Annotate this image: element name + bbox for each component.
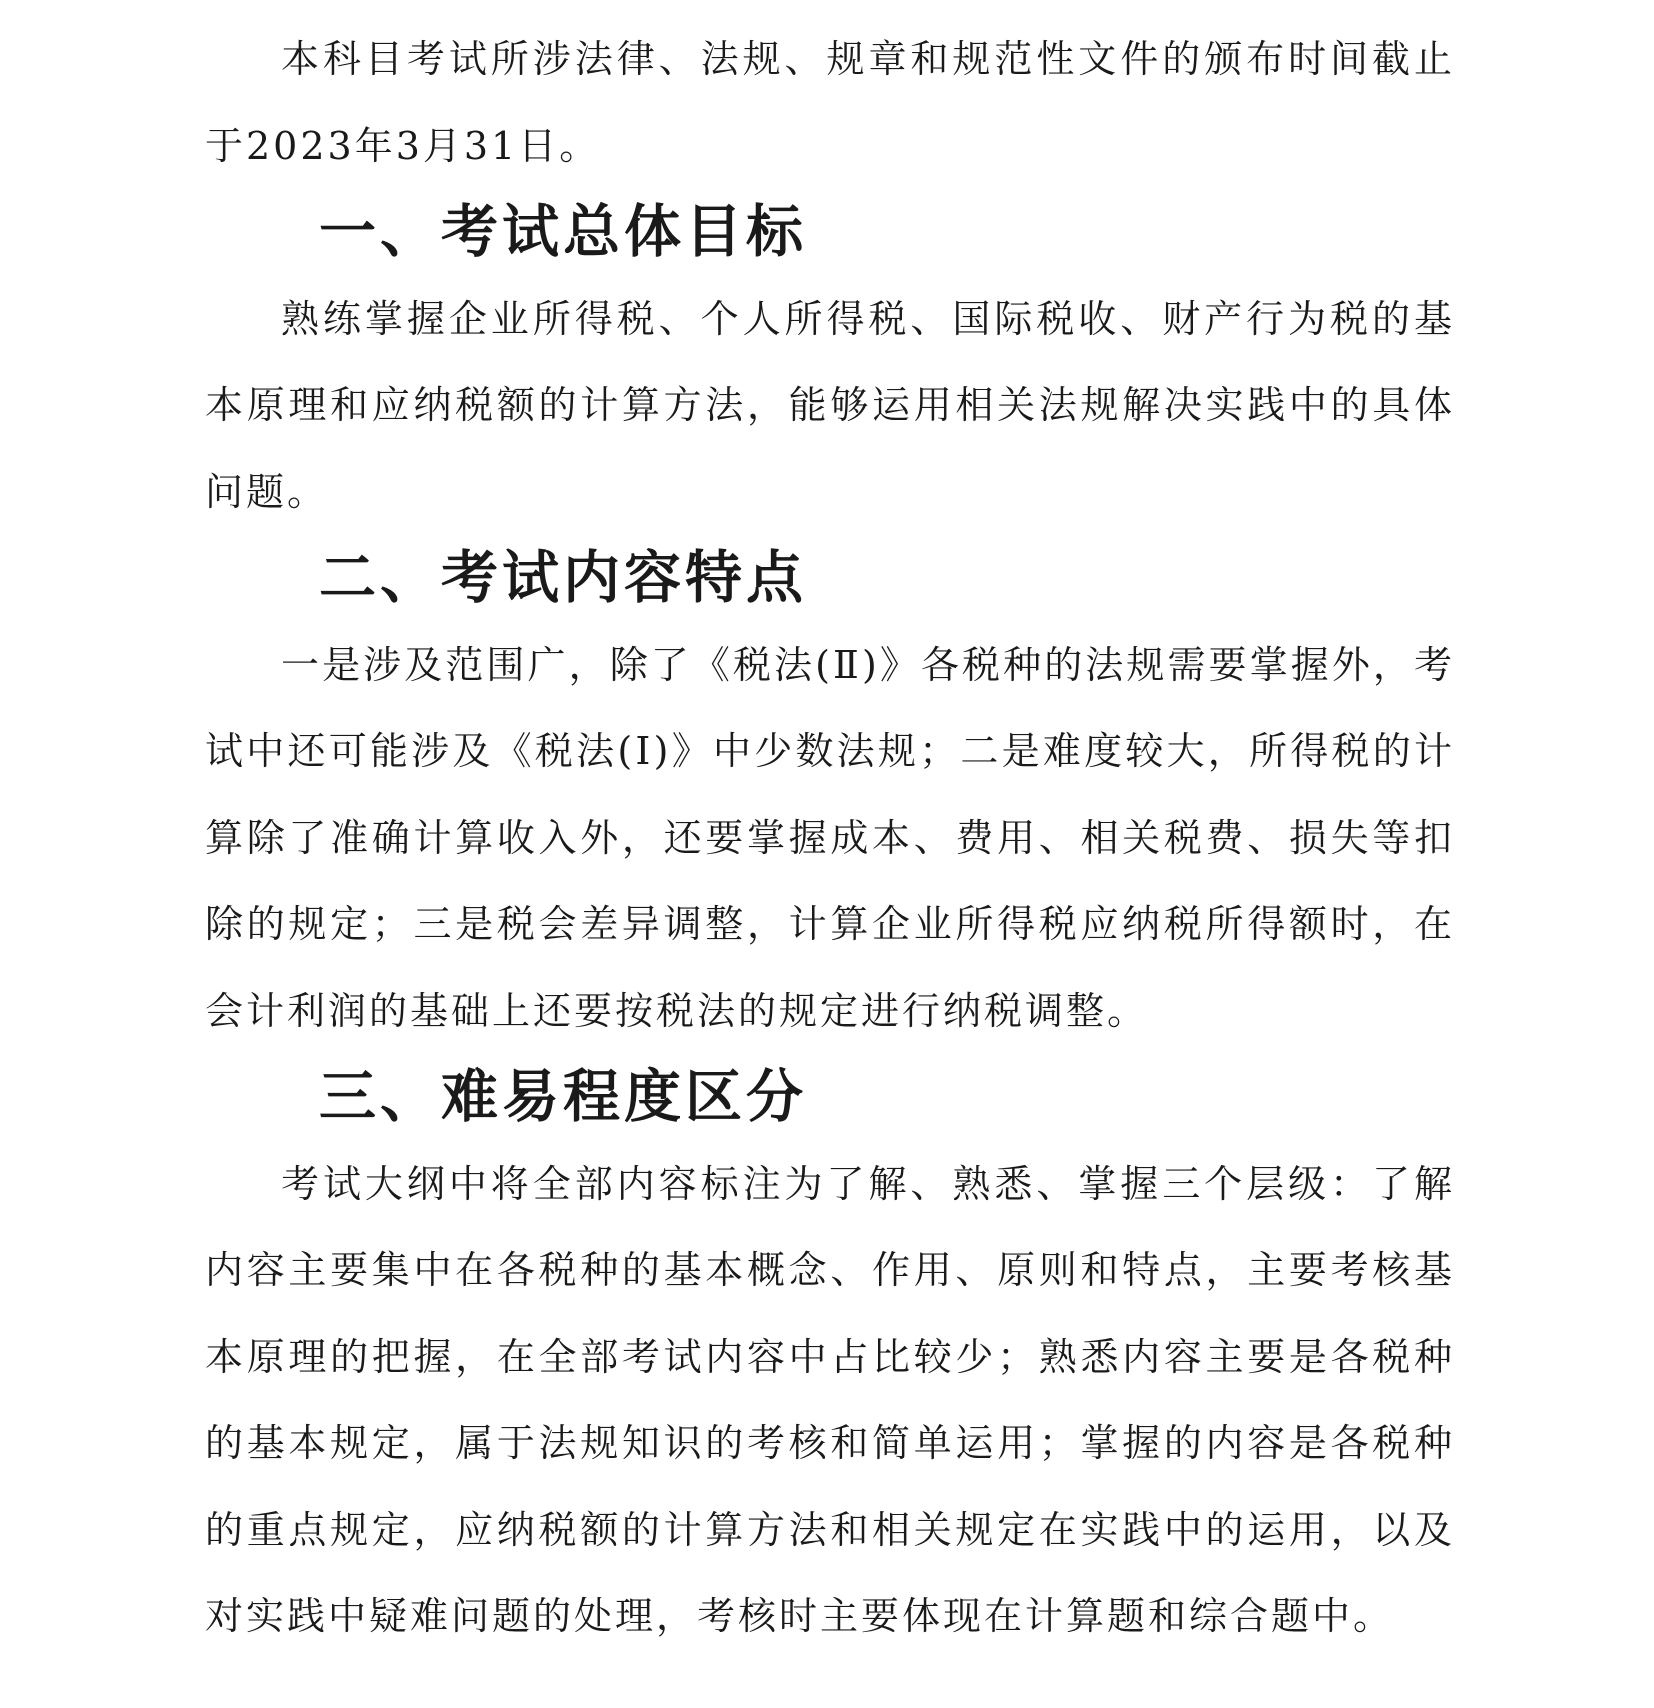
section-body-overall-goal: 熟练掌握企业所得税、个人所得税、国际税收、财产行为税的基本原理和应纳税额的计算方法，能够运用相关法规解决实践中的具体问题。	[205, 296, 1455, 514]
section-heading-content-features: 二、考试内容特点	[319, 545, 807, 611]
section-body-content-features: 一是涉及范围广，除了《税法(Ⅱ)》各税种的法规需要掌握外，考试中还可能涉及《税法(Ⅰ)》中少数法规；二是难度较大，所得税的计算除了准确计算收入外，还要掌握成本、费用、相关税费、损失等扣除的规定；三是税会差异调整，计算企业所得税应纳税所得额时，在会计利润的基础上还要按税法的规定进行纳税调整。	[205, 642, 1455, 1033]
section-heading-overall-goal: 一、考试总体目标	[319, 199, 807, 265]
intro-paragraph: 本科目考试所涉法律、法规、规章和规范性文件的颁布时间截止于2023年3月31日。	[205, 37, 1455, 168]
section-heading-difficulty-levels: 三、难易程度区分	[319, 1064, 807, 1130]
document-page	[205, 16, 1455, 1660]
section-body-difficulty-levels: 考试大纲中将全部内容标注为了解、熟悉、掌握三个层级：了解内容主要集中在各税种的基本概念、作用、原则和特点，主要考核基本原理的把握，在全部考试内容中占比较少；熟悉内容主要是各税种的基本规定，属于法规知识的考核和简单运用；掌握的内容是各税种的重点规定，应纳税额的计算方法和相关规定在实践中的运用，以及对实践中疑难问题的处理，考核时主要体现在计算题和综合题中。	[205, 1161, 1455, 1638]
